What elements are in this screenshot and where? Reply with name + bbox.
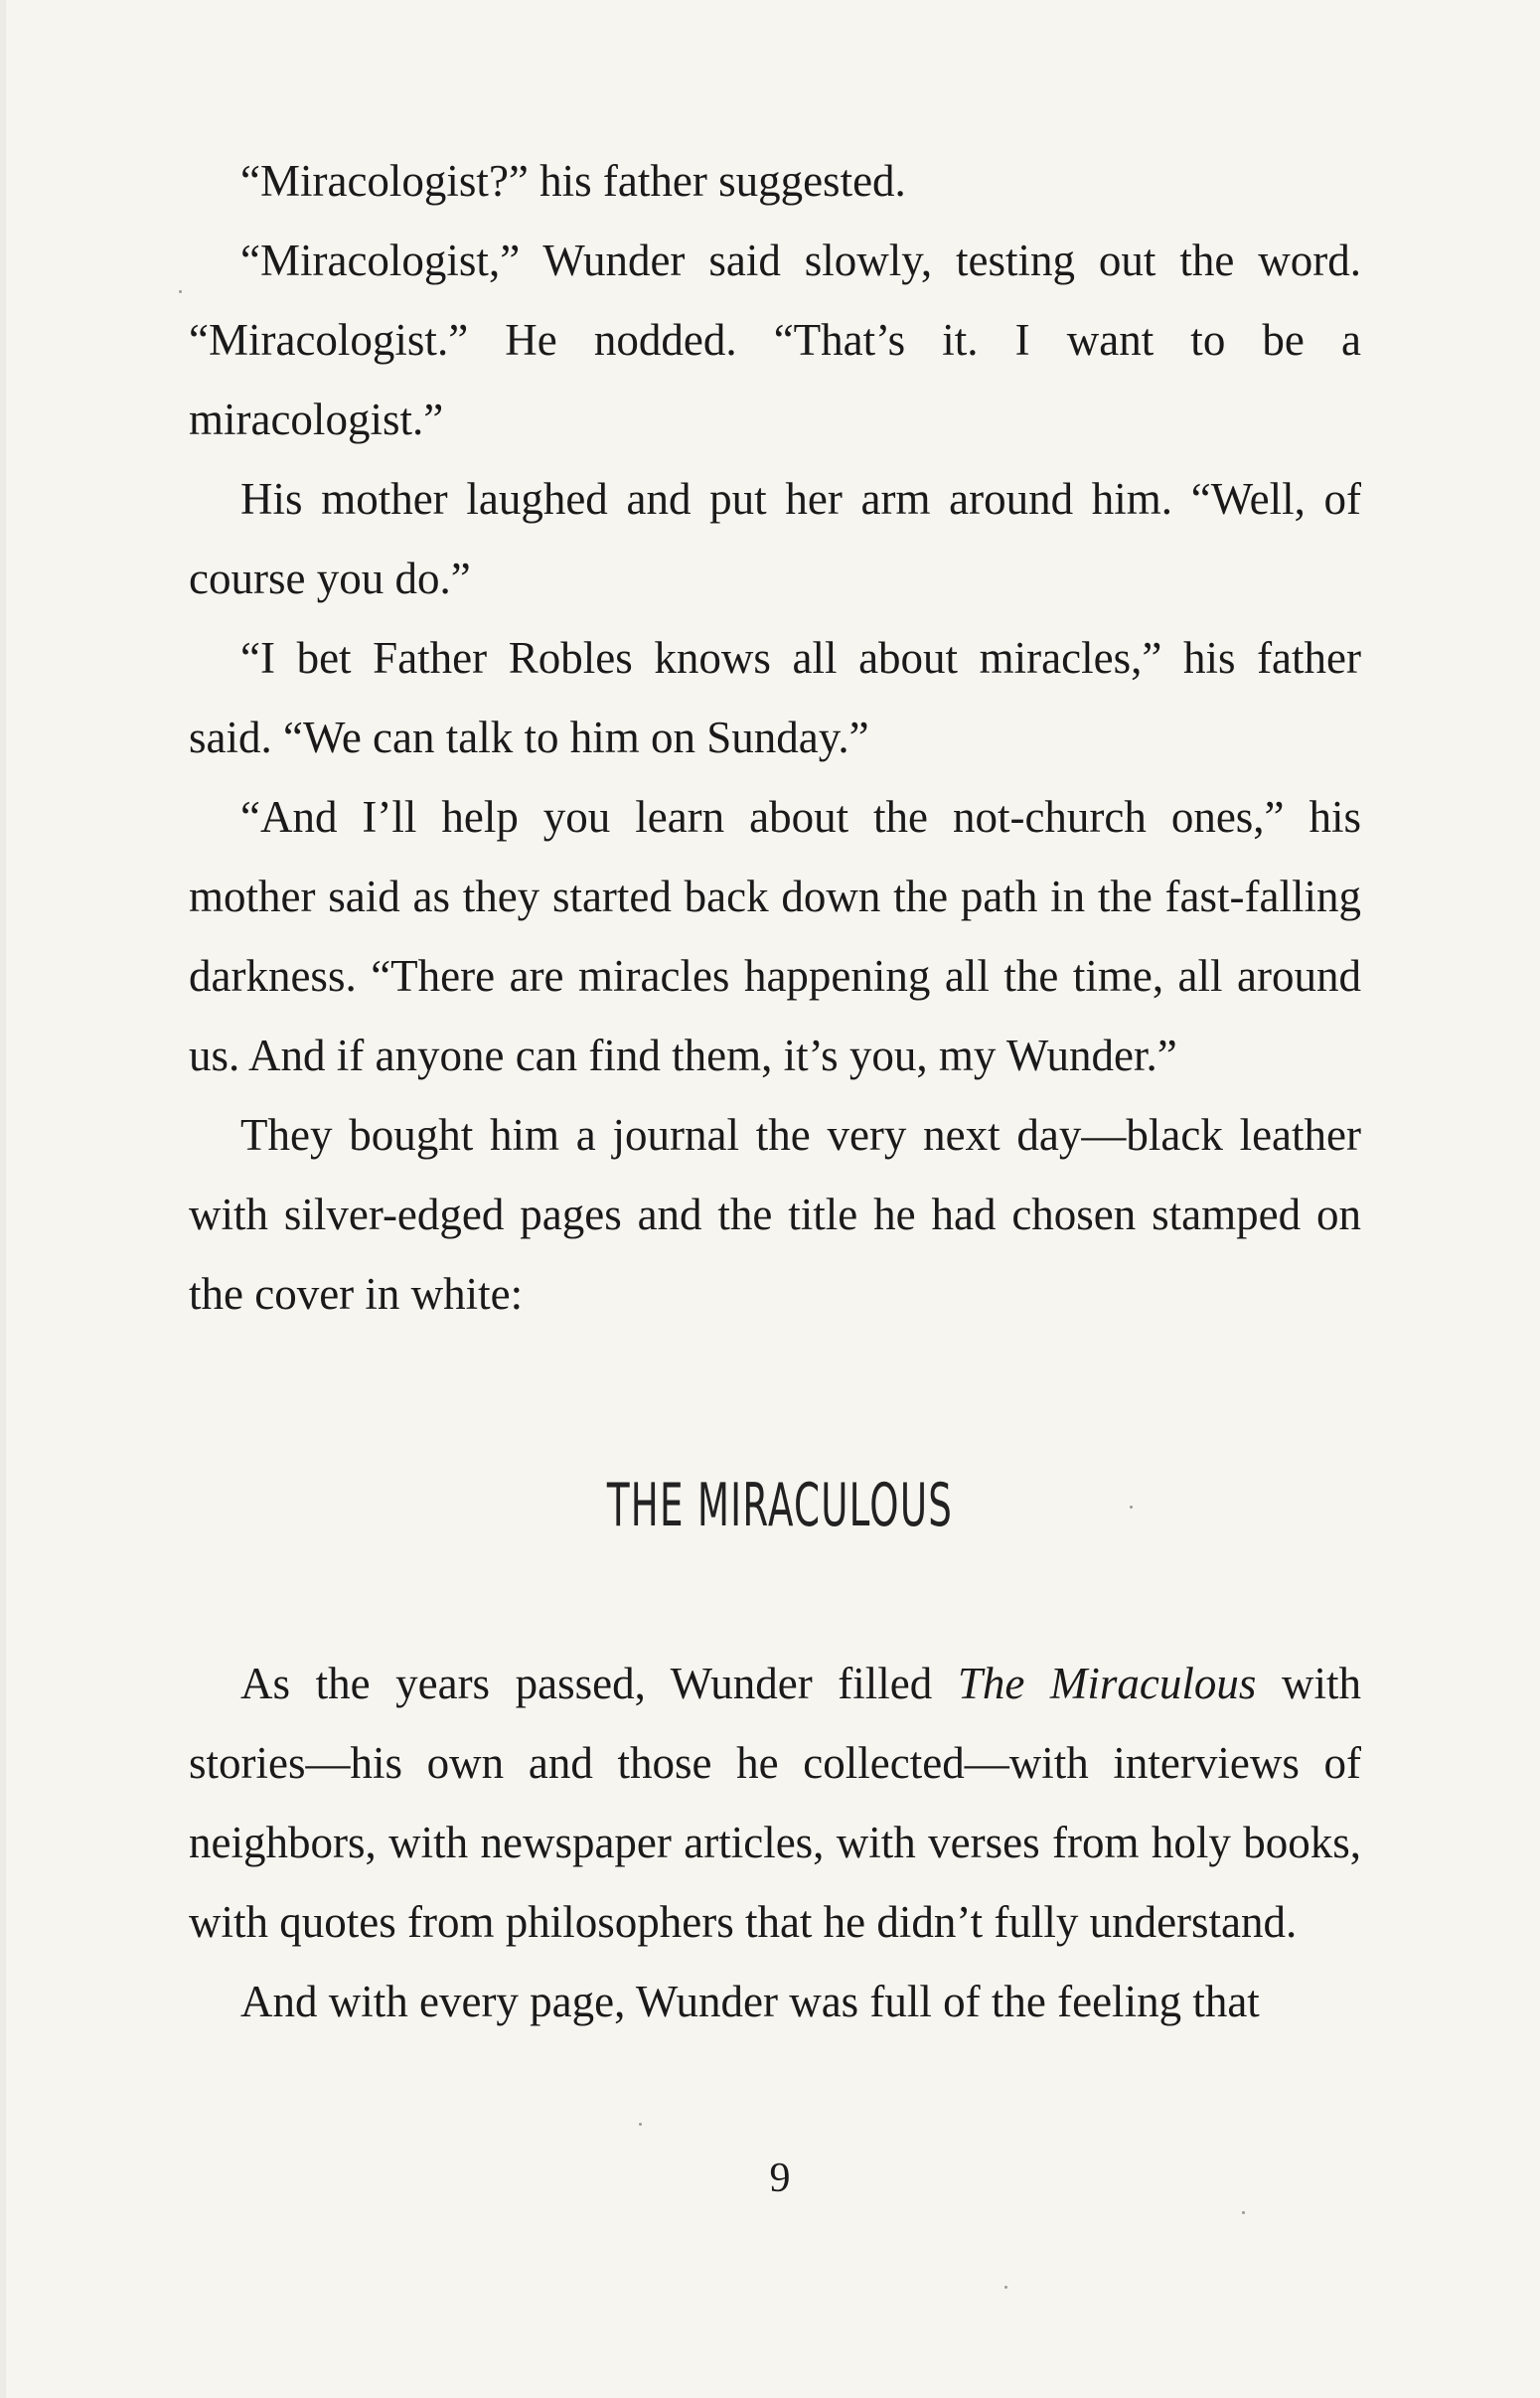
body-text-bottom bbox=[189, 1644, 1361, 2041]
paper-speck bbox=[1130, 1506, 1133, 1509]
journal-title-italic: The Miraculous bbox=[957, 1659, 1257, 1708]
paper-speck bbox=[1004, 2286, 1007, 2289]
paragraph-6: They bought him a journal the very next day—black leather with silver-edged pages and the title he had chosen stamped on the cover in white: bbox=[189, 1110, 1361, 1319]
paragraph-4: “I bet Father Robles knows all about miracles,” his father said. “We can talk to him on Sunday.” bbox=[189, 633, 1361, 762]
paragraph-1: “Miracologist?” his father suggested. bbox=[240, 156, 906, 206]
paragraph-3: His mother laughed and put her arm around him. “Well, of course you do.” bbox=[189, 474, 1361, 603]
journal-title: THE MIRACULOUS bbox=[606, 1471, 954, 1540]
paper-speck bbox=[1242, 2211, 1245, 2214]
body-text-top bbox=[189, 141, 1361, 1334]
paper-speck bbox=[639, 2123, 642, 2126]
page-number: 9 bbox=[769, 2156, 791, 2201]
paper-speck bbox=[179, 290, 182, 293]
paragraph-7-end: with stories—his own and those he collected—with interviews of neighbors, with newspaper articles, with verses from holy books, with quotes from philosophers that he didn’t fully understand. bbox=[189, 1659, 1361, 1947]
paragraph-7 bbox=[189, 1644, 1361, 1962]
paragraph-5: “And I’ll help you learn about the not-church ones,” his mother said as they started back down the path in the fast-falling darkness. “There are miracles happening all the time, all around us. And if anyone can find them, it’s you, my Wunder.” bbox=[189, 792, 1361, 1080]
paragraph-7-start: As the years passed, Wunder filled bbox=[240, 1659, 958, 1708]
paragraph-2: “Miracologist,” Wunder said slowly, testing out the word. “Miracologist.” He nodded. “That’s it. I want to be a miracologist.” bbox=[189, 236, 1361, 444]
paragraph-8: And with every page, Wunder was full of the feeling that bbox=[240, 1977, 1260, 2026]
